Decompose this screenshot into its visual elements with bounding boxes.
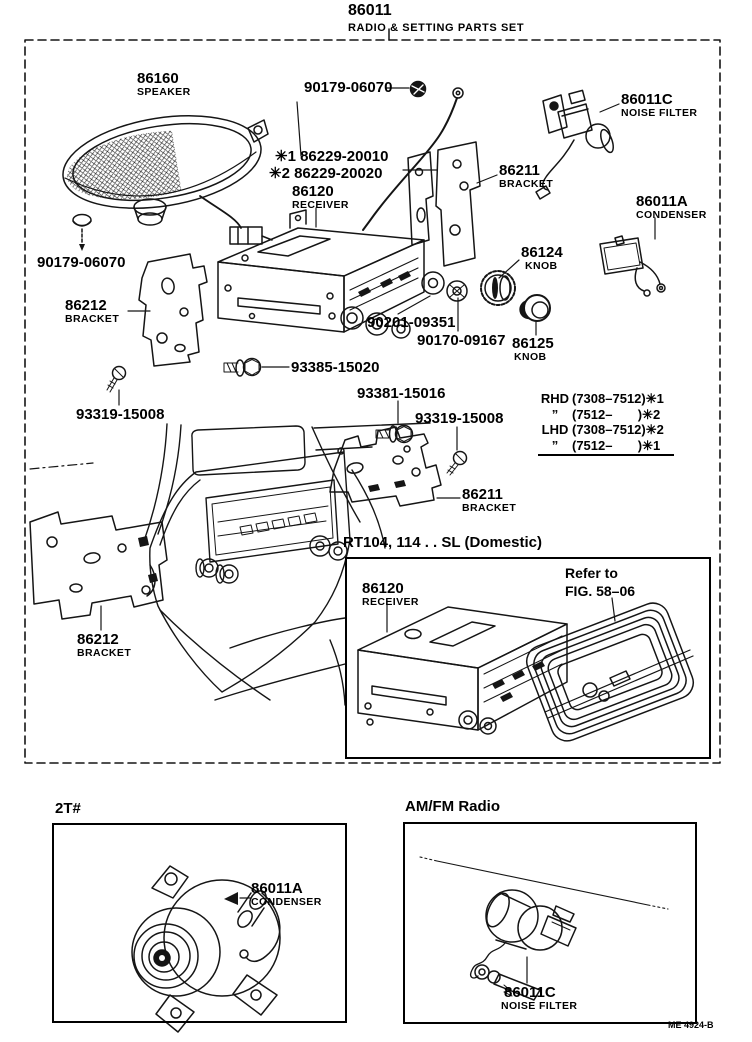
doc-code: ME 4924-B <box>668 1020 714 1030</box>
label-bracket-86211: 86211 BRACKET <box>499 162 554 190</box>
bracket-86212-upper-drawing <box>139 254 207 366</box>
screw-93319-right-drawing <box>447 452 467 476</box>
label-bracket-86212-upper: 86212 BRACKET <box>65 297 120 325</box>
label-noise-filter: 86011C NOISE FILTER <box>621 91 698 119</box>
page-title <box>348 3 392 20</box>
label-radio-alt2: ✳2 86229-20020 <box>269 165 383 182</box>
washer-90170-drawing <box>447 281 467 301</box>
label-washer-90201: 90201-09351 <box>367 314 456 331</box>
label-screw-90179-left: 90179-06070 <box>37 254 126 271</box>
knob-86125-drawing <box>519 295 550 321</box>
table-row: ” (7512– ) ✳1 <box>551 437 661 453</box>
label-receiver: 86120 RECEIVER <box>292 183 349 211</box>
screw-90179-left-drawing <box>73 215 91 252</box>
label-bracket-86212-lower: 86212 BRACKET <box>77 631 132 659</box>
table-row: LHD (7308–7512) ✳2 <box>541 422 664 438</box>
title-part-number: 86011 <box>348 2 392 19</box>
screw-93385-drawing <box>224 359 261 377</box>
table-row: ” (7512– ) ✳2 <box>551 406 661 422</box>
label-screw-93319-left: 93319-15008 <box>76 406 165 423</box>
label-speaker: 86160 SPEAKER <box>137 70 191 98</box>
condenser-drawing <box>600 236 665 296</box>
domestic-section-title: RT104, 114 . . SL (Domestic) <box>343 534 542 551</box>
bottom-left-box <box>52 823 347 1023</box>
antenna-screw-drawing <box>411 82 426 97</box>
label-radio-alt1: ✳1 86229-20010 <box>275 148 389 165</box>
page-subtitle <box>348 19 524 36</box>
label-bracket-86211-lower: 86211 BRACKET <box>462 486 517 514</box>
table-underline <box>538 454 674 456</box>
knob-86124-drawing <box>481 271 515 305</box>
label-screw-93381: 93381-15016 <box>357 385 446 402</box>
label-washer-90170: 90170-09167 <box>417 332 506 349</box>
washer-90201-drawing <box>422 272 444 294</box>
table-row: RHD (7308–7512) ✳1 <box>540 391 664 406</box>
bottom-right-title: AM/FM Radio <box>405 798 500 815</box>
bracket-86212-lower-drawing <box>30 512 167 619</box>
label-screw-93385: 93385-15020 <box>291 359 380 376</box>
label-condenser-2t: 86011A CONDENSER <box>251 880 322 908</box>
application-table <box>538 391 678 453</box>
label-screw-90179-top: 90179-06070 <box>304 79 393 96</box>
label-condenser: 86011A CONDENSER <box>636 193 707 221</box>
label-receiver-domestic: 86120 RECEIVER <box>362 580 419 608</box>
title-part-name: RADIO & SETTING PARTS SET <box>348 22 525 34</box>
screw-93319-left-drawing <box>107 367 126 393</box>
label-noise-filter-amfm: 86011C NOISE FILTER <box>501 984 578 1012</box>
bottom-left-title: 2T# <box>55 800 81 817</box>
label-knob-86124: 86124 KNOB <box>521 244 563 272</box>
label-knob-86125: 86125 KNOB <box>512 335 554 363</box>
label-screw-93319-right: 93319-15008 <box>415 410 504 427</box>
refer-note: Refer to FIG. 58–06 <box>565 565 636 600</box>
